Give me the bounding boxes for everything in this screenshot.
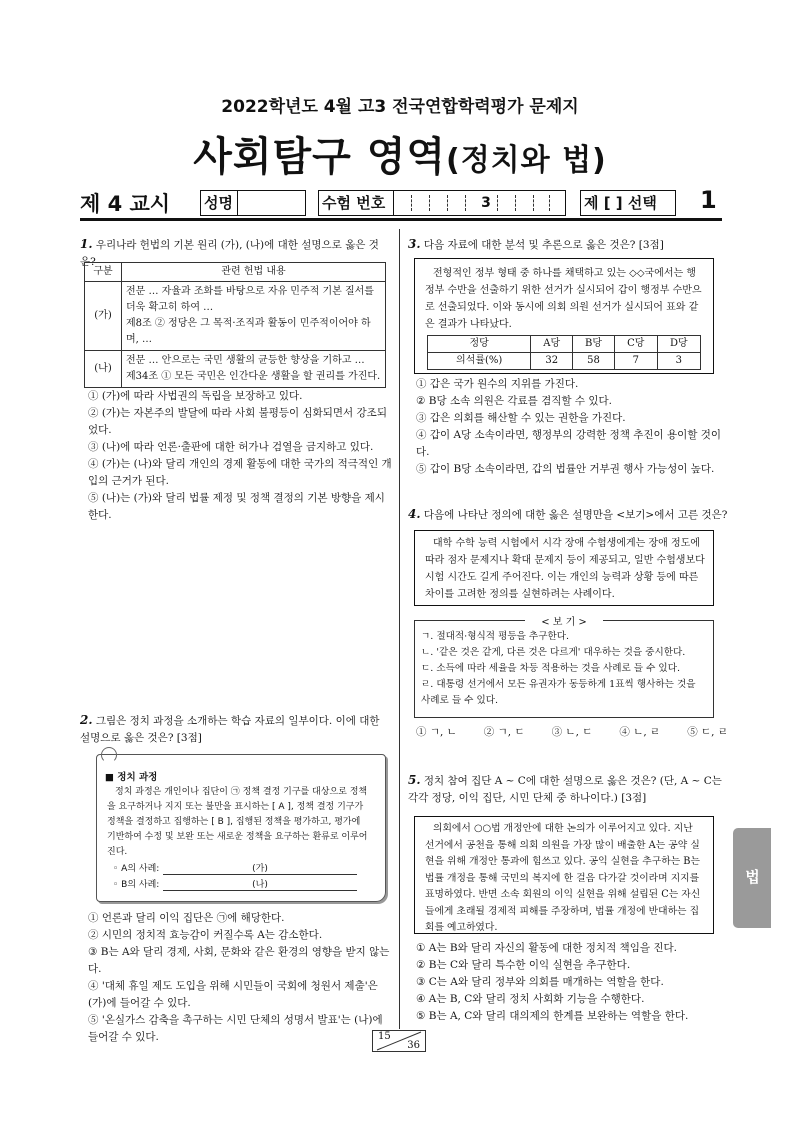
question-2: [80, 712, 392, 747]
table-cell: 3: [657, 353, 700, 370]
answer-option[interactable]: ② (가)는 자본주의 발달에 따라 사회 불평등이 심화되면서 강조되었다.: [88, 407, 387, 436]
table-cell-text: 제34조 ① 모든 국민은 인간다운 생활을 할 권리를 가진다.: [126, 371, 381, 382]
question-number: 2.: [80, 713, 93, 727]
digit-divider: [549, 195, 550, 211]
table-cell: 7: [615, 353, 658, 370]
answer-option[interactable]: ⑤ 갑이 B당 소속이라면, 갑의 법률안 거부권 행사 가능성이 높다.: [416, 463, 715, 475]
answer-option[interactable]: ⑤ (나)는 (가)와 달리 법률 제정 및 정책 결정의 기본 방향을 제시한다.: [88, 492, 385, 521]
column-divider: [399, 229, 400, 1029]
exam-number-label: 수험 번호: [322, 194, 386, 212]
paperclip-icon: [101, 747, 117, 763]
digit-divider: [497, 195, 498, 211]
digit-divider: [411, 195, 412, 211]
table-cell-text: 전문 … 자율과 조화를 바탕으로 자유 민주적 기본 질서를 더욱 확고히 하여 …: [126, 286, 374, 313]
exam-number-box[interactable]: [318, 190, 566, 216]
row-label: (나): [85, 351, 122, 388]
question-number: 1.: [80, 237, 93, 251]
page-code: 1: [700, 186, 717, 214]
header-rule: [80, 218, 722, 221]
table-header-cell: 정당: [428, 336, 531, 353]
table-row: [85, 263, 386, 282]
digit-divider: [515, 195, 516, 211]
bogi-box: [414, 617, 714, 718]
exam-title-sub: (정치와 법): [445, 143, 607, 178]
answer-option[interactable]: ② B당 소속 의원은 각료를 겸직할 수 있다.: [416, 395, 612, 407]
answer-option[interactable]: ③ ㄴ, ㄷ: [551, 726, 593, 738]
page-number: 15: [378, 1031, 391, 1042]
note-title: ■ 정치 과정: [105, 772, 158, 783]
answer-option[interactable]: ⑤ B는 A, C와 달리 대의제의 한계를 보완하는 역할을 한다.: [416, 1010, 689, 1022]
answer-option[interactable]: ⑤ ㄷ, ㄹ: [687, 726, 728, 738]
q5-passage-box: [414, 816, 714, 934]
q4-options: [416, 724, 728, 741]
table-header-cell: C당: [615, 336, 658, 353]
subject-side-tab: [733, 828, 799, 928]
digit-divider: [429, 195, 430, 211]
page-total: 36: [407, 1040, 420, 1051]
exam-number-divider: [393, 191, 394, 215]
bogi-title: < 보 기 >: [525, 613, 603, 628]
table-row: [428, 336, 701, 353]
table-row: [428, 353, 701, 370]
digit-divider: [533, 195, 534, 211]
answer-option[interactable]: ④ 갑이 A당 소속이라면, 행정부의 강력한 정책 추진이 용이할 것이다.: [416, 429, 722, 458]
case-b-blank: (나): [163, 877, 357, 891]
row-label: 의석률(%): [428, 353, 531, 370]
name-box[interactable]: [200, 190, 306, 216]
q5-options: [416, 940, 728, 1025]
passage-text: 전형적인 정부 형태 중 하나를 채택하고 있는 ◇◇국에서는 행정부 수반을 선출하기 위한 선거가 실시되어 갑이 행정부 수반으로 선출되었다. 이와 동시에 의회 의원 선거가 실시되어 표와 같은 결과가 나타났다.: [425, 268, 702, 330]
bogi-item: ㄴ. '같은 것은 같게, 다른 것은 다르게' 대우하는 것을 중시한다.: [421, 647, 686, 658]
name-divider: [237, 191, 238, 215]
period-label: 제 4 교시: [80, 192, 171, 216]
table-cell: 58: [573, 353, 615, 370]
table-header-cell: B당: [573, 336, 615, 353]
answer-option[interactable]: ③ C는 A와 달리 정부와 의회를 매개하는 역할을 한다.: [416, 976, 664, 988]
question-number: 3.: [408, 237, 421, 251]
seat-table: [427, 335, 701, 370]
answer-option[interactable]: ② B는 C와 달리 특수한 이익 실현을 추구한다.: [416, 959, 631, 971]
q1-options: [88, 388, 392, 524]
exam-subtitle: 2022학년도 4월 고3 전국연합학력평가 문제지: [221, 97, 579, 117]
passage-text: 대학 수학 능력 시험에서 시각 장애 수험생에게는 장애 정도에 따라 점자 문제지나 확대 문제지 등이 제공되고, 일반 수험생보다 시험 시간도 길게 주어진다. 이는 개인의 능력과 상황 등에 따른 차이를 고려한 정의를 실현하려는 사례이다.: [425, 538, 705, 600]
case-a-label: ◦ A의 사례:: [113, 864, 160, 874]
table-header-cell: 관련 헌법 내용: [122, 263, 386, 282]
choice-label: 제 [ ] 선택: [584, 194, 657, 212]
table-header-cell: A당: [531, 336, 573, 353]
table-cell-text: 제8조 ② 정당은 그 목적·조직과 활동이 민주적이어야 하며, …: [126, 318, 371, 345]
page-number-box: [372, 1030, 426, 1052]
case-a-blank: (가): [163, 861, 357, 875]
question-stem: 정치 참여 집단 A ~ C에 대한 설명으로 옳은 것은? (단, A ~ C는 각각 정당, 이익 집단, 시민 단체 중 하나이다.) [3점]: [408, 775, 722, 804]
answer-option[interactable]: ① 갑은 국가 원수의 지위를 가진다.: [416, 378, 579, 390]
answer-option[interactable]: ④ A는 B, C와 달리 정치 사회화 기능을 수행한다.: [416, 993, 645, 1005]
constitution-table: [84, 262, 386, 388]
answer-option[interactable]: ③ B는 A와 달리 경제, 사회, 문화와 같은 환경의 영향을 받지 않는다.: [88, 946, 390, 975]
side-tab-label: 정치와 법: [743, 851, 799, 905]
exam-number-digit: 3: [481, 195, 491, 211]
table-row: [85, 282, 386, 351]
question-4: [408, 506, 728, 524]
passage-text: 의회에서 ○○법 개정안에 대한 논의가 이루어지고 있다. 지난 선거에서 공천을 통해 의회 의원을 가장 많이 배출한 A는 공약 실현을 위해 개정안 통과에 힘쓰고 있다. 공익 실현을 추구하는 B는 법률 개정을 통해 국민의 복지에 한 걸음 다가갈 것이라며 지지를 표명하였다. 반면 소속 회원의 이익 실현을 위해 설립된 C는 자신들에게 초래될 경제적 피해를 주장하며, 법률 개정에 반대하는 집회를 예고하였다.: [425, 823, 701, 933]
case-b-label: ◦ B의 사례:: [113, 880, 160, 890]
table-cell-text: 전문 … 안으로는 국민 생활의 균등한 향상을 기하고 …: [126, 355, 365, 366]
answer-option[interactable]: ① 언론과 달리 이익 집단은 ㉠에 해당한다.: [88, 912, 285, 924]
exam-title: [0, 125, 800, 182]
choice-box[interactable]: [580, 190, 676, 216]
row-label: (가): [85, 282, 122, 351]
q3-passage-box: [414, 258, 714, 374]
table-header-cell: D당: [657, 336, 700, 353]
answer-option[interactable]: ② 시민의 정치적 효능감이 커질수록 A는 감소한다.: [88, 929, 323, 941]
question-3: [408, 236, 728, 254]
question-stem: 다음에 나타난 정의에 대한 옳은 설명만을 <보기>에서 고른 것은?: [423, 509, 728, 521]
answer-option[interactable]: ③ 갑은 의회를 해산할 수 있는 권한을 가진다.: [416, 412, 626, 424]
bogi-item: ㄱ. 절대적·형식적 평등을 추구한다.: [421, 631, 570, 642]
bogi-item: ㄹ. 대통령 선거에서 모든 유권자가 동등하게 1표씩 행사하는 것을 사례로 들 수 있다.: [421, 679, 696, 706]
question-stem: 우리나라 헌법의 기본 원리 (가), (나)에 대한 설명으로 옳은 것은?: [80, 239, 379, 268]
answer-option[interactable]: ① ㄱ, ㄴ: [416, 726, 457, 738]
note-body: 정치 과정은 개인이나 집단이 ㉠ 정책 결정 기구를 대상으로 정책을 요구하거나 지지 또는 불만을 표시하는 [ A ], 정책 결정 기구가 정책을 결정하고 집행하는 [ B ], 집행된 정책을 평가하고, 평가에 기반하여 수정 및 보완 또는 새로운 정책을 요구하는 환류로 이루어진다.: [107, 787, 368, 857]
name-label: 성명: [204, 194, 233, 212]
answer-option[interactable]: ⑤ '온실가스 감축을 촉구하는 시민 단체의 성명서 발표'는 (나)에 들어갈 수 있다.: [88, 1014, 383, 1043]
answer-option[interactable]: ④ (가)는 (나)와 달리 개인의 경제 활동에 대한 국가의 적극적인 개입의 근거가 된다.: [88, 458, 392, 487]
answer-option[interactable]: ① (가)에 따라 사법권의 독립을 보장하고 있다.: [88, 390, 303, 402]
bogi-item: ㄷ. 소득에 따라 세율을 차등 적용하는 것을 사례로 들 수 있다.: [421, 663, 681, 674]
q2-options: [88, 910, 392, 1046]
digit-divider: [447, 195, 448, 211]
q3-options: [416, 376, 728, 478]
table-row: [85, 351, 386, 388]
digit-divider: [465, 195, 466, 211]
answer-option[interactable]: ④ '대체 휴일 제도 도입을 위해 시민들이 국회에 청원서 제출'은 (가)에 들어갈 수 있다.: [88, 980, 378, 1009]
question-stem: 다음 자료에 대한 분석 및 추론으로 옳은 것은? [3점]: [423, 239, 664, 251]
answer-option[interactable]: ④ ㄴ, ㄹ: [619, 726, 661, 738]
learning-note: [96, 754, 386, 902]
question-stem: 그림은 정치 과정을 소개하는 학습 자료의 일부이다. 이에 대한 설명으로 옳은 것은? [3점]: [80, 715, 380, 744]
question-number: 5.: [408, 773, 421, 787]
answer-option[interactable]: ② ㄱ, ㄷ: [483, 726, 525, 738]
question-5: [408, 772, 730, 807]
bogi-list: [421, 629, 707, 709]
question-number: 4.: [408, 507, 421, 521]
q4-passage-box: [414, 530, 714, 606]
table-cell: 32: [531, 353, 573, 370]
answer-option[interactable]: ③ (나)에 따라 언론·출판에 대한 허가나 검열을 금지하고 있다.: [88, 441, 374, 453]
exam-title-main: 사회탐구 영역: [193, 134, 446, 180]
answer-option[interactable]: ① A는 B와 달리 자신의 활동에 대한 정치적 책임을 진다.: [416, 942, 677, 954]
table-header-cell: 구분: [85, 263, 122, 282]
